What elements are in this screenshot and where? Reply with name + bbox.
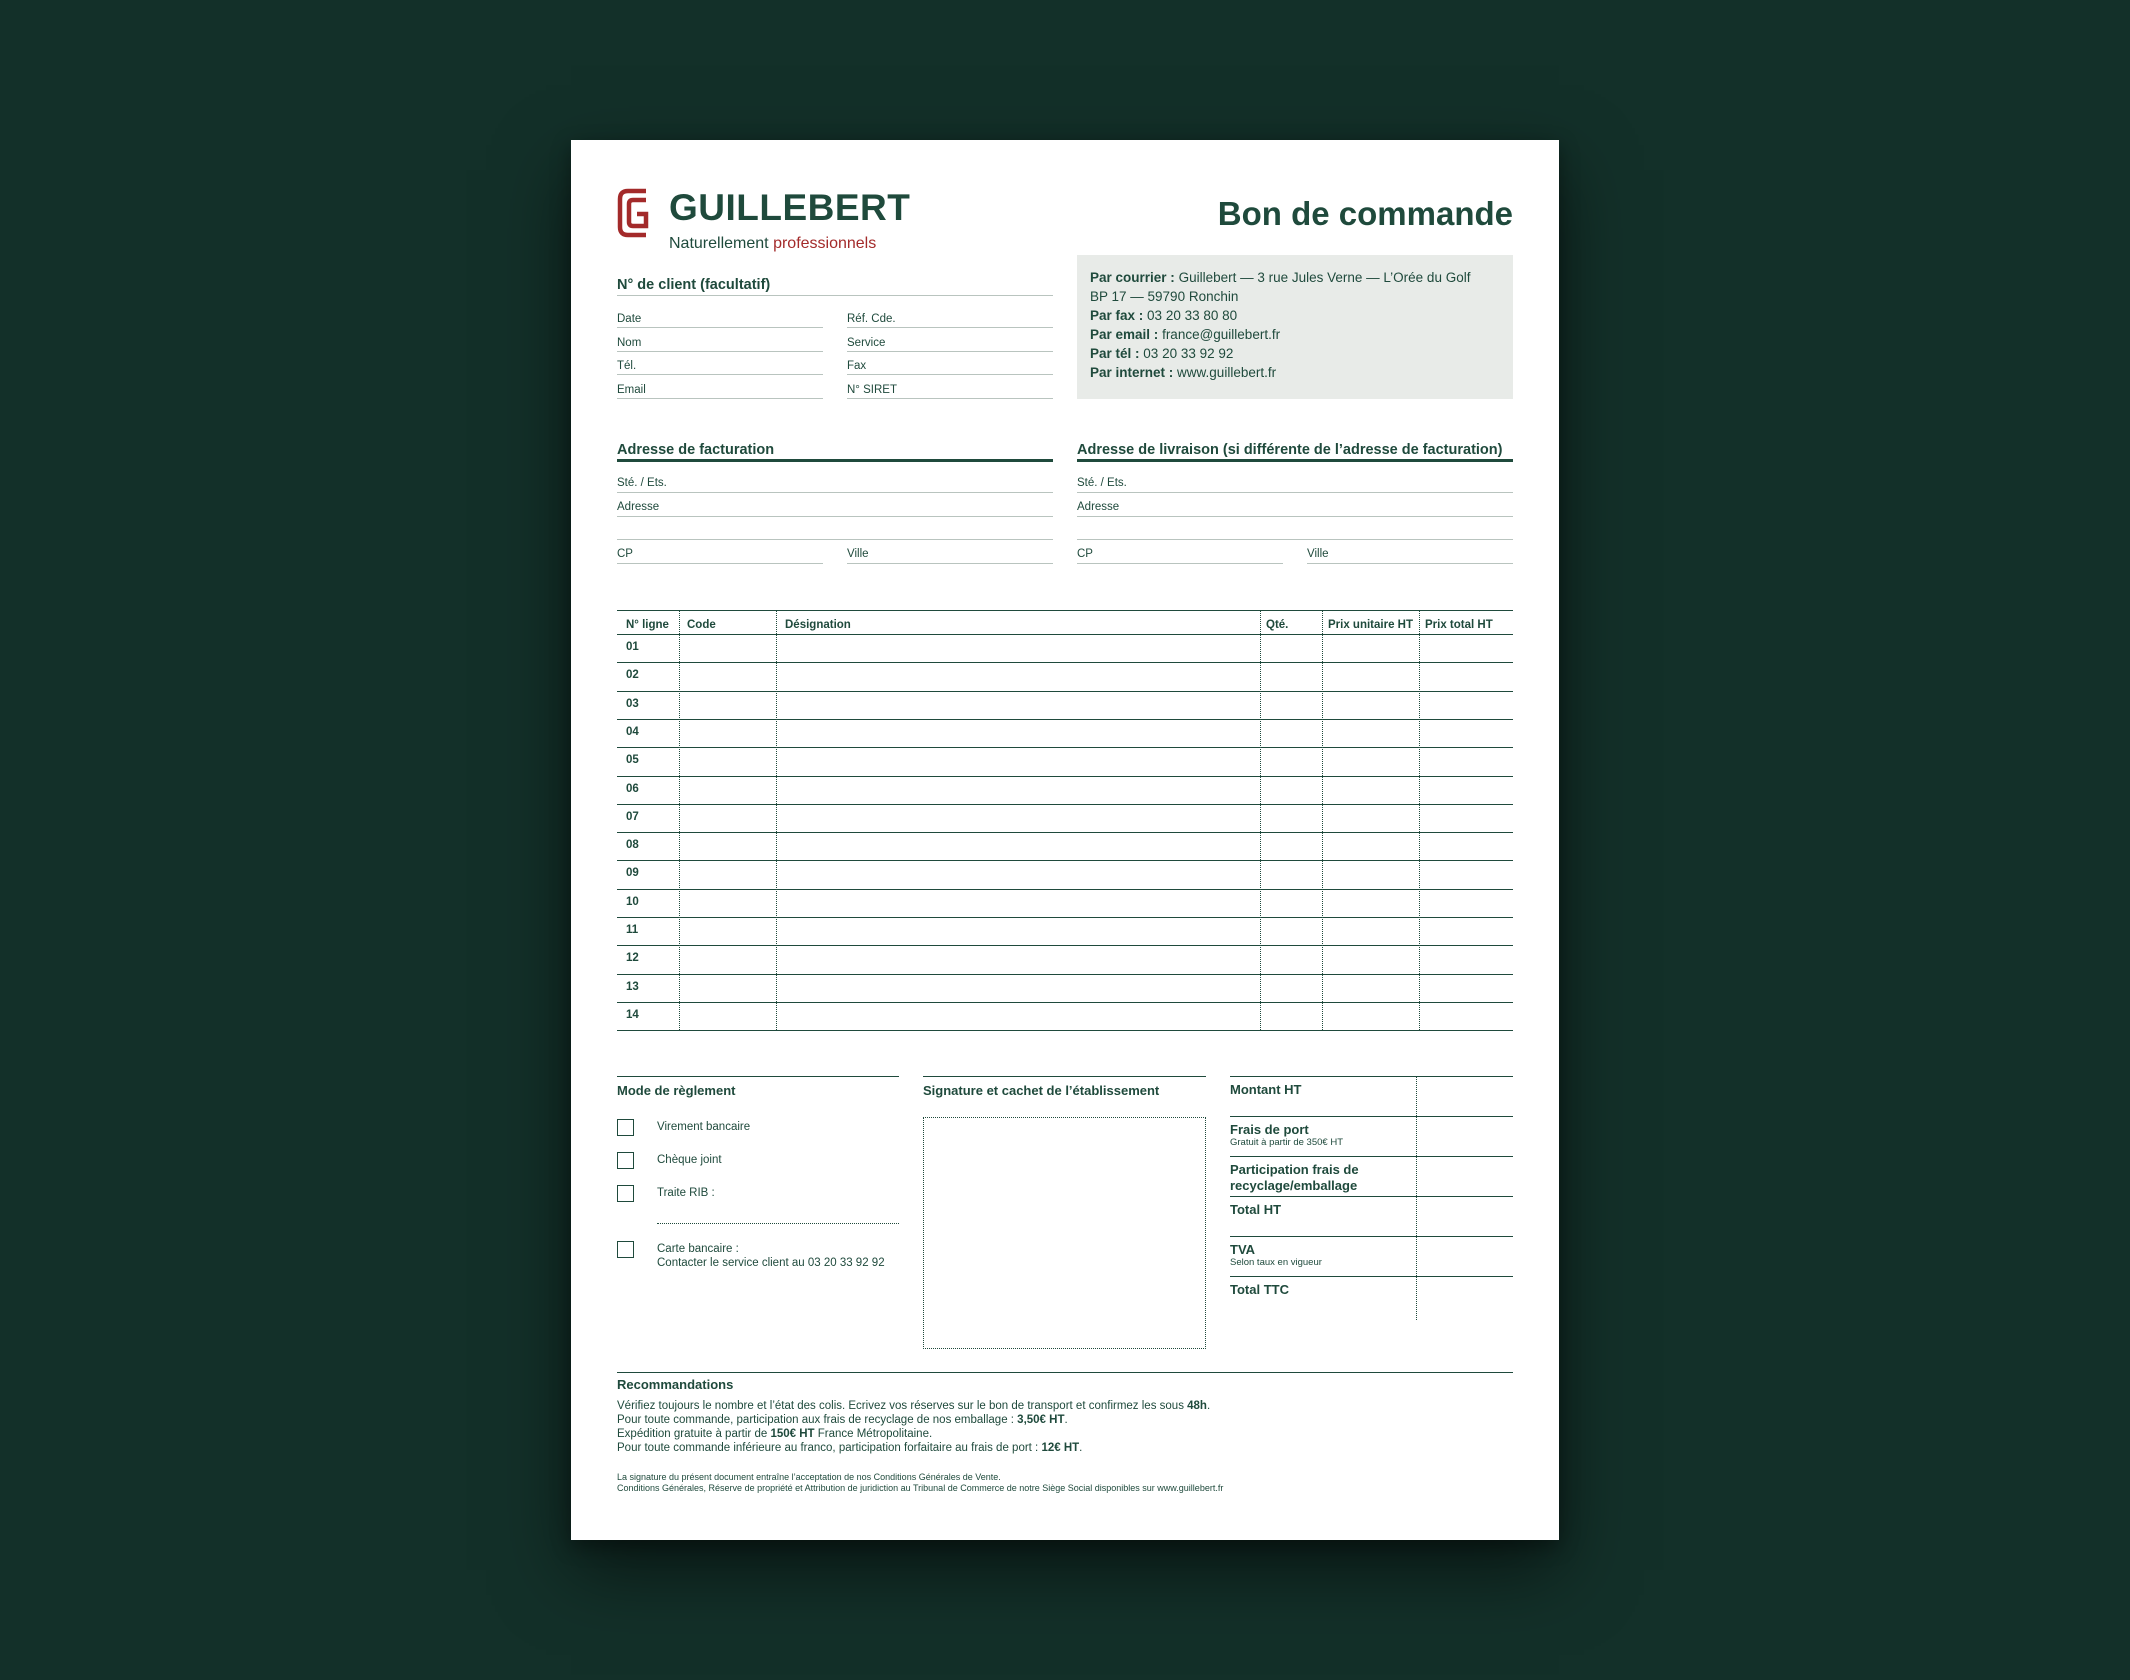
payment-option-carte: Carte bancaire : [657,1243,739,1255]
row-number: 14 [626,1008,639,1021]
contact-courrier-line2: BP 17 — 59790 Ronchin [1090,289,1239,304]
totals-rule-4 [1230,1236,1513,1237]
billing-company-field[interactable]: Sté. / Ets. [617,477,667,489]
col-header-quantity: Qté. [1266,619,1289,631]
billing-cp-field[interactable]: CP [617,548,633,560]
montant-ht-label: Montant HT [1230,1082,1302,1097]
table-row-rule [617,747,1513,748]
field-email[interactable]: Email [617,384,646,396]
document-title: Bon de commande [1217,195,1513,232]
fax-value: 03 20 33 80 80 [1147,308,1238,323]
col-header-line-number: N° ligne [626,619,669,631]
tva-note: Selon taux en vigueur [1230,1257,1322,1268]
client-title-rule [617,295,1053,296]
recommendation-line-4 [617,1441,1082,1455]
internet-label: Par internet : [1090,365,1174,380]
totals-rule-1 [1230,1116,1513,1117]
signature-rule [923,1076,1206,1077]
col-header-designation: Désignation [785,619,851,631]
table-column-divider [1322,610,1323,1030]
table-row-rule [617,917,1513,918]
payment-title: Mode de règlement [617,1083,736,1098]
shipping-company-field[interactable]: Sté. / Ets. [1077,477,1127,489]
participation-label-2: recyclage/emballage [1230,1178,1358,1193]
reco-1-text: Vérifiez toujours le nombre et l’état des colis. Ecrivez vos réserves sur le bon de transport et confirmez les sous [617,1400,1188,1412]
row-number: 13 [626,980,639,993]
checkbox-carte[interactable] [617,1241,634,1258]
reco-3-bold: 150€ HT [770,1428,815,1440]
table-row-rule [617,1030,1513,1031]
brand-tagline [669,234,876,254]
courrier-label: Par courrier : [1090,270,1175,285]
checkbox-cheque[interactable] [617,1152,634,1169]
totals-column-divider [1416,1076,1417,1320]
table-row-rule [617,691,1513,692]
payment-option-cheque: Chèque joint [657,1154,722,1166]
shipping-city-field[interactable]: Ville [1307,548,1329,560]
shipping-address-line2 [1077,539,1513,540]
reco-2-end: . [1064,1414,1068,1426]
field-date[interactable]: Date [617,313,642,325]
row-number: 07 [626,810,639,823]
table-row-rule [617,832,1513,833]
row-number: 11 [626,924,639,936]
email-label: Par email : [1090,327,1159,342]
reco-4-end: . [1079,1442,1083,1454]
contact-internet [1090,364,1276,382]
shipping-address-line [1077,516,1513,517]
table-top-rule [617,610,1513,611]
total-ht-label: Total HT [1230,1202,1282,1217]
shipping-cp-field[interactable]: CP [1077,548,1093,560]
table-column-divider [1260,610,1261,1030]
brand-name: GUILLEBERT [669,187,911,228]
shipping-title-rule [1077,459,1513,462]
contact-tel [1090,345,1233,363]
client-number-title: N° de client (facultatif) [617,277,771,293]
row-number: 03 [626,697,639,710]
field-ref-line [847,327,1053,328]
field-ref-cde[interactable]: Réf. Cde. [847,313,896,325]
recommendation-line-3 [617,1427,932,1441]
shipping-company-line [1077,492,1513,493]
email-value: france@guillebert.fr [1162,327,1281,342]
totals-rule-5 [1230,1276,1513,1277]
internet-value: www.guillebert.fr [1177,365,1277,380]
participation-label-1: Participation frais de [1230,1162,1359,1177]
col-header-code: Code [687,619,716,631]
reco-1-end: . [1206,1400,1211,1412]
order-form-sheet [571,140,1559,1540]
reco-3-text: Expédition gratuite à partir de [617,1428,771,1440]
reco-3-end: France Métropolitaine. [814,1428,933,1440]
signature-title: Signature et cachet de l’établissement [923,1083,1160,1098]
recommendations-rule [617,1372,1513,1373]
payment-option-traite: Traite RIB : [657,1187,715,1199]
shipping-cp-line [1077,563,1283,564]
row-number: 01 [626,641,639,653]
reco-4-text: Pour toute commande inférieure au franco, participation forfaitaire au frais de port : [617,1442,1042,1454]
table-row-rule [617,719,1513,720]
courrier-value: Guillebert — 3 rue Jules Verne — L’Orée du Golf [1178,270,1471,285]
tagline-accent: professionnels [773,235,877,252]
billing-cp-line [617,563,823,564]
billing-city-field[interactable]: Ville [847,548,869,560]
field-tel-line [617,374,823,375]
field-date-line [617,327,823,328]
field-email-line [617,398,823,399]
frais-port-label: Frais de port [1230,1122,1309,1137]
traite-rib-dotted-line[interactable] [657,1223,899,1224]
billing-address-line2 [617,539,1053,540]
tagline-prefix: Naturellement [669,235,769,252]
checkbox-virement[interactable] [617,1119,634,1136]
tel-label: Par tél : [1090,346,1140,361]
reco-4-bold: 12€ HT [1041,1442,1080,1454]
field-siret[interactable]: N° SIRET [847,384,897,396]
table-row-rule [617,945,1513,946]
table-header-rule [617,634,1513,635]
row-number: 12 [626,952,639,965]
payment-rule [617,1076,899,1077]
table-column-divider [679,610,680,1030]
table-row-rule [617,662,1513,663]
totals-rule-2 [1230,1156,1513,1157]
billing-company-line [617,492,1053,493]
contact-box [1077,255,1513,399]
billing-title: Adresse de facturation [617,442,775,458]
field-nom[interactable]: Nom [617,337,642,349]
table-row-rule [617,889,1513,890]
legal-line-2: Conditions Générales, Réserve de propriété et Attribution de juridiction au Tribunal de Commerce de notre Siège Social disponibles sur www.guillebert.fr [617,1483,1224,1493]
field-siret-line [847,398,1053,399]
signature-box[interactable] [923,1117,1206,1349]
contact-courrier [1090,269,1470,287]
field-tel[interactable]: Tél. [617,360,637,372]
table-row-rule [617,776,1513,777]
table-row-rule [617,1002,1513,1003]
reco-2-text: Pour toute commande, participation aux frais de recyclage de nos emballage : [617,1414,1018,1426]
billing-city-line [847,563,1053,564]
billing-address-field[interactable]: Adresse [617,501,660,513]
table-row-rule [617,974,1513,975]
table-column-divider [776,610,777,1030]
recommendation-line-2 [617,1413,1068,1427]
frais-port-note: Gratuit à partir de 350€ HT [1230,1137,1343,1148]
table-row-rule [617,804,1513,805]
guillebert-logo-icon [616,187,656,239]
row-number: 06 [626,782,639,795]
table-row-rule [617,860,1513,861]
col-header-unit-price: Prix unitaire HT [1328,619,1413,631]
table-column-divider [1419,610,1420,1030]
tel-value: 03 20 33 92 92 [1143,346,1234,361]
payment-option-virement: Virement bancaire [657,1121,751,1133]
total-ttc-label: Total TTC [1230,1282,1289,1297]
contact-fax [1090,307,1237,325]
recommendations-title: Recommandations [617,1377,734,1392]
row-number: 08 [626,839,639,852]
field-fax[interactable]: Fax [847,360,867,372]
row-number: 02 [626,669,639,682]
row-number: 10 [626,895,639,908]
billing-title-rule [617,459,1053,462]
checkbox-traite[interactable] [617,1185,634,1202]
row-number: 04 [626,725,639,738]
tva-label: TVA [1230,1242,1256,1257]
reco-1-bold: 48h [1187,1400,1207,1412]
payment-carte-contact: Contacter le service client au 03 20 33 92 92 [657,1257,885,1269]
contact-email [1090,326,1280,344]
row-number: 09 [626,867,639,880]
shipping-title: Adresse de livraison (si différente de l’adresse de facturation) [1077,442,1503,458]
reco-2-bold: 3,50€ HT [1017,1414,1065,1426]
legal-line-1: La signature du présent document entraîne l’acceptation de nos Conditions Générales de Vente. [617,1472,1001,1482]
field-service[interactable]: Service [847,337,886,349]
totals-rule-3 [1230,1196,1513,1197]
shipping-city-line [1307,563,1513,564]
fax-label: Par fax : [1090,308,1144,323]
billing-address-line [617,516,1053,517]
totals-top-rule [1230,1076,1513,1077]
recommendation-line-1 [617,1399,1210,1413]
col-header-total-price: Prix total HT [1425,619,1493,631]
row-number: 05 [626,754,639,767]
field-service-line [847,351,1053,352]
shipping-address-field[interactable]: Adresse [1077,501,1120,513]
field-fax-line [847,374,1053,375]
field-nom-line [617,351,823,352]
